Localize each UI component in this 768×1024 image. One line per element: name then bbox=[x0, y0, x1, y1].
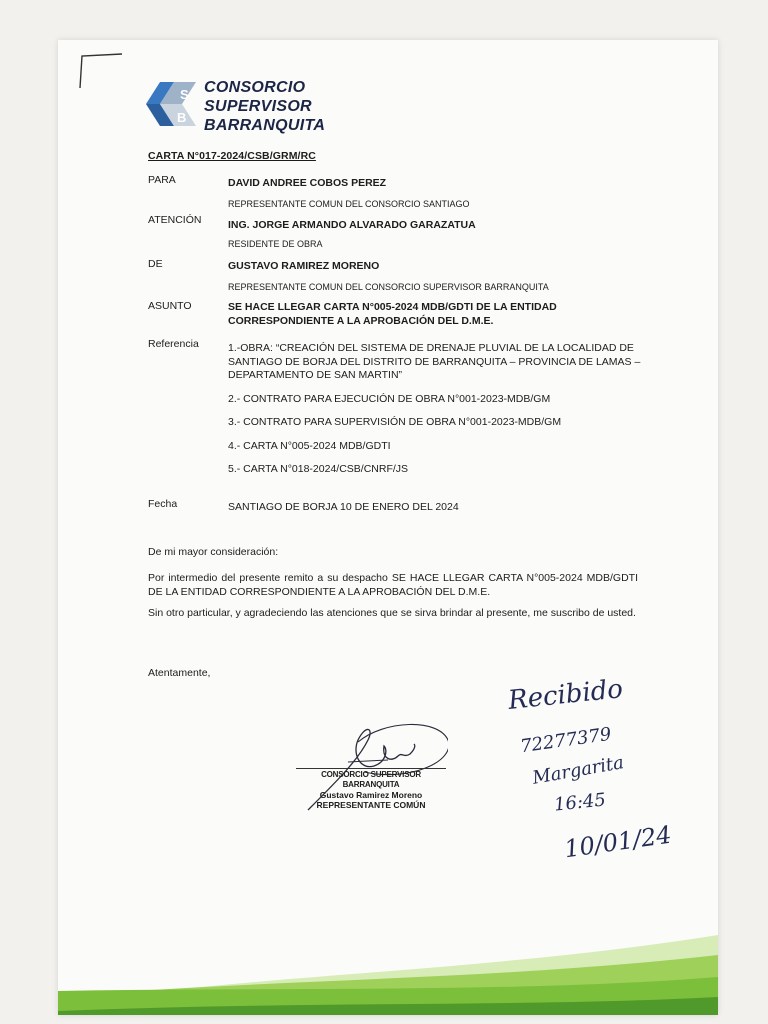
atencion-name: ING. JORGE ARMANDO ALVARADO GARAZATUA bbox=[228, 219, 476, 231]
footer-green-wave bbox=[58, 935, 718, 1015]
receipt-time: 16:45 bbox=[553, 789, 607, 816]
fecha-value: SANTIAGO DE BORJA 10 DE ENERO DEL 2024 bbox=[228, 501, 459, 513]
de-name: GUSTAVO RAMIREZ MORENO bbox=[228, 260, 380, 272]
para-name: DAVID ANDREE COBOS PEREZ bbox=[228, 177, 387, 189]
svg-text:S: S bbox=[180, 87, 189, 102]
greeting: De mi mayor consideración: bbox=[148, 546, 279, 558]
list-item: 5.- CARTA N°018-2024/CSB/CNRF/JS bbox=[228, 463, 409, 475]
handwritten-receipt-note bbox=[498, 674, 678, 880]
list-item: 1.-OBRA: “CREACIÓN DEL SISTEMA DE DRENAJE PLUVIAL DE LA LOCALIDAD DE SANTIAGO DE BORJA DEL DISTRITO DE BARRANQUITA – PROVINCIA DE LAMAS – DEPARTAMENTO DE SAN MARTIN” bbox=[228, 342, 641, 381]
receipt-date: 10/01/24 bbox=[562, 820, 674, 864]
letterhead-logo bbox=[146, 78, 386, 136]
letter-page bbox=[58, 40, 718, 1015]
asunto-label: ASUNTO bbox=[148, 300, 192, 312]
svg-text:B: B bbox=[177, 110, 187, 125]
para-role: REPRESENTANTE COMUN DEL CONSORCIO SANTIAGO bbox=[228, 199, 470, 209]
referencia-label: Referencia bbox=[148, 338, 199, 350]
receipt-word: Recibido bbox=[506, 674, 625, 716]
atencion-label: ATENCIÓN bbox=[148, 214, 202, 226]
list-item: 2.- CONTRATO PARA EJECUCIÓN DE OBRA N°001-2023-MDB/GM bbox=[228, 392, 551, 405]
de-label: DE bbox=[148, 258, 163, 270]
receipt-name: Margarita bbox=[530, 752, 626, 789]
closing: Atentamente, bbox=[148, 667, 211, 679]
list-item: 3.- CONTRATO PARA SUPERVISIÓN DE OBRA N°001-2023-MDB/GM bbox=[228, 416, 562, 428]
stamp-signer-role: REPRESENTANTE COMÚN bbox=[316, 800, 426, 810]
asunto-text: SE HACE LLEGAR CARTA N°005-2024 MDB/GDTI DE LA ENTIDAD CORRESPONDIENTE A LA APROBACIÓN DEL D.M.E. bbox=[228, 301, 557, 327]
body-paragraph-1: Por intermedio del presente remito a su despacho SE HACE LLEGAR CARTA N°005-2024 MDB/GDTI DE LA ENTIDAD CORRESPONDIENTE A LA APROBACIÓN DEL D.M.E. bbox=[148, 572, 638, 598]
corner-mark-icon bbox=[76, 50, 126, 90]
de-role: REPRESENTANTE COMUN DEL CONSORCIO SUPERVISOR BARRANQUITA bbox=[228, 282, 549, 292]
stamp-company: CONSORCIO SUPERVISOR BARRANQUITA bbox=[296, 768, 446, 790]
para-label: PARA bbox=[148, 174, 176, 186]
atencion-role: RESIDENTE DE OBRA bbox=[228, 239, 323, 249]
company-name: CONSORCIO SUPERVISOR BARRANQUITA bbox=[204, 79, 326, 134]
stamp-signer-name: Gustavo Ramirez Moreno bbox=[319, 790, 423, 800]
list-item: 4.- CARTA N°005-2024 MDB/GDTI bbox=[228, 439, 391, 452]
signature-stamp bbox=[296, 768, 446, 810]
fecha-label: Fecha bbox=[148, 498, 178, 510]
csb-logo-icon bbox=[146, 78, 198, 130]
letter-reference-number: CARTA N°017-2024/CSB/GRM/RC bbox=[148, 150, 316, 162]
receipt-dni: 72277379 bbox=[518, 723, 613, 758]
reference-list bbox=[228, 342, 648, 487]
body-paragraph-2: Sin otro particular, y agradeciendo las atenciones que se sirva brindar al presente, me suscribo de usted. bbox=[148, 607, 636, 619]
